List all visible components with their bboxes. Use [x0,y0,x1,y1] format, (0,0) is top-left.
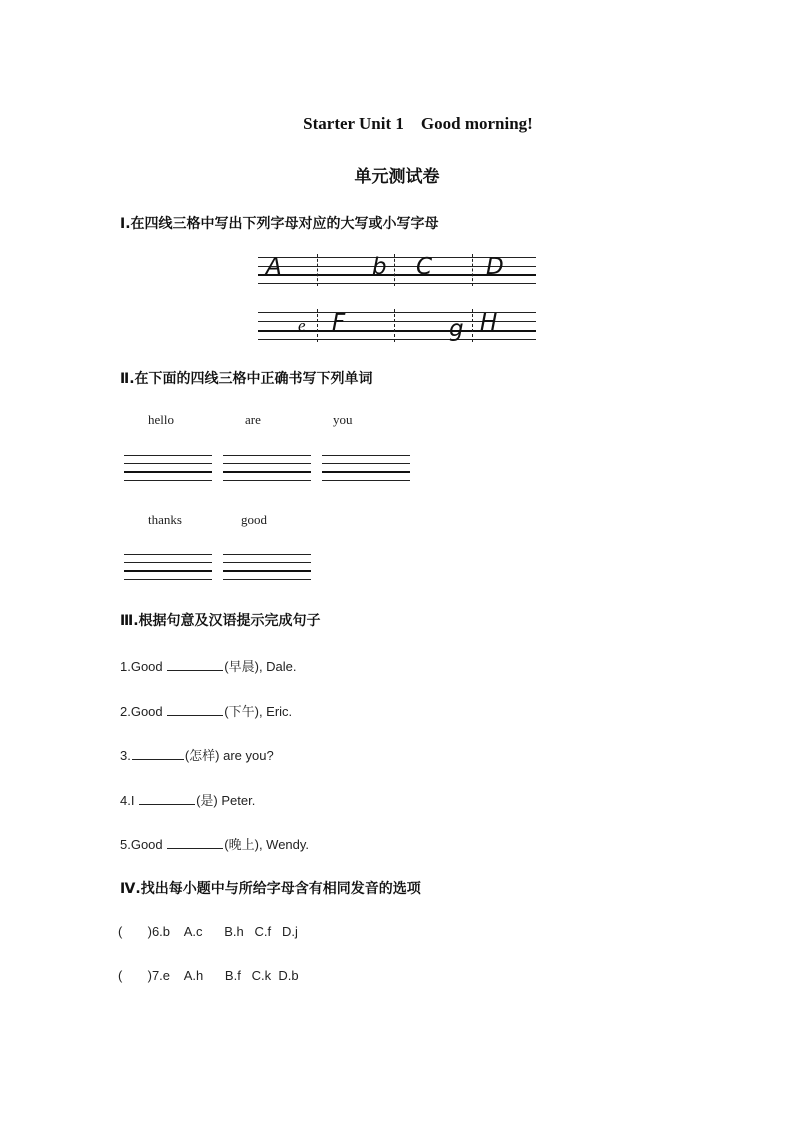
section-4-heading: Ⅳ.找出每小题中与所给字母含有相同发音的选项 [120,881,421,897]
word-grid-row-1[interactable] [0,450,794,490]
sentence-1: 1.Good (早晨), Dale. [120,659,297,674]
word-you: you [333,412,353,427]
question-7[interactable]: ( )7.e A.h B.f C.k D.b [118,968,299,983]
word-thanks: thanks [148,512,182,527]
letter-h: H [480,310,498,336]
section-1-heading: Ⅰ.在四线三格中写出下列字母对应的大写或小写字母 [120,216,439,232]
letter-d: D [486,254,504,280]
blank-2[interactable] [167,703,223,716]
page-title: Starter Unit 1 Good morning! [303,114,533,133]
sentence-5: 5.Good (晚上), Wendy. [120,837,310,852]
section-3-heading: Ⅲ.根据句意及汉语提示完成句子 [120,613,321,629]
letter-g: g [449,316,464,342]
blank-1[interactable] [167,658,223,671]
sentence-2: 2.Good (下午), Eric. [120,704,293,719]
sentence-4: 4.I (是) Peter. [120,793,256,808]
letter-f: F [332,310,346,336]
word-good: good [241,512,267,527]
letter-c: C [416,254,433,280]
section-2-heading: Ⅱ.在下面的四线三格中正确书写下列单词 [120,371,373,387]
page-subtitle: 单元测试卷 [354,167,440,186]
blank-5[interactable] [167,836,223,849]
word-grid-row-2[interactable] [0,549,794,589]
letter-e: e [298,316,306,335]
letter-b: b [372,254,387,280]
blank-4[interactable] [139,792,195,805]
sentence-3: 3. (怎样) are you? [120,748,274,763]
word-hello: hello [148,412,174,427]
letter-a: A [266,254,282,280]
word-are: are [245,412,261,427]
blank-3[interactable] [132,747,184,760]
question-6[interactable]: ( )6.b A.c B.h C.f D.j [118,924,298,939]
letter-grid-1[interactable] [0,250,794,350]
